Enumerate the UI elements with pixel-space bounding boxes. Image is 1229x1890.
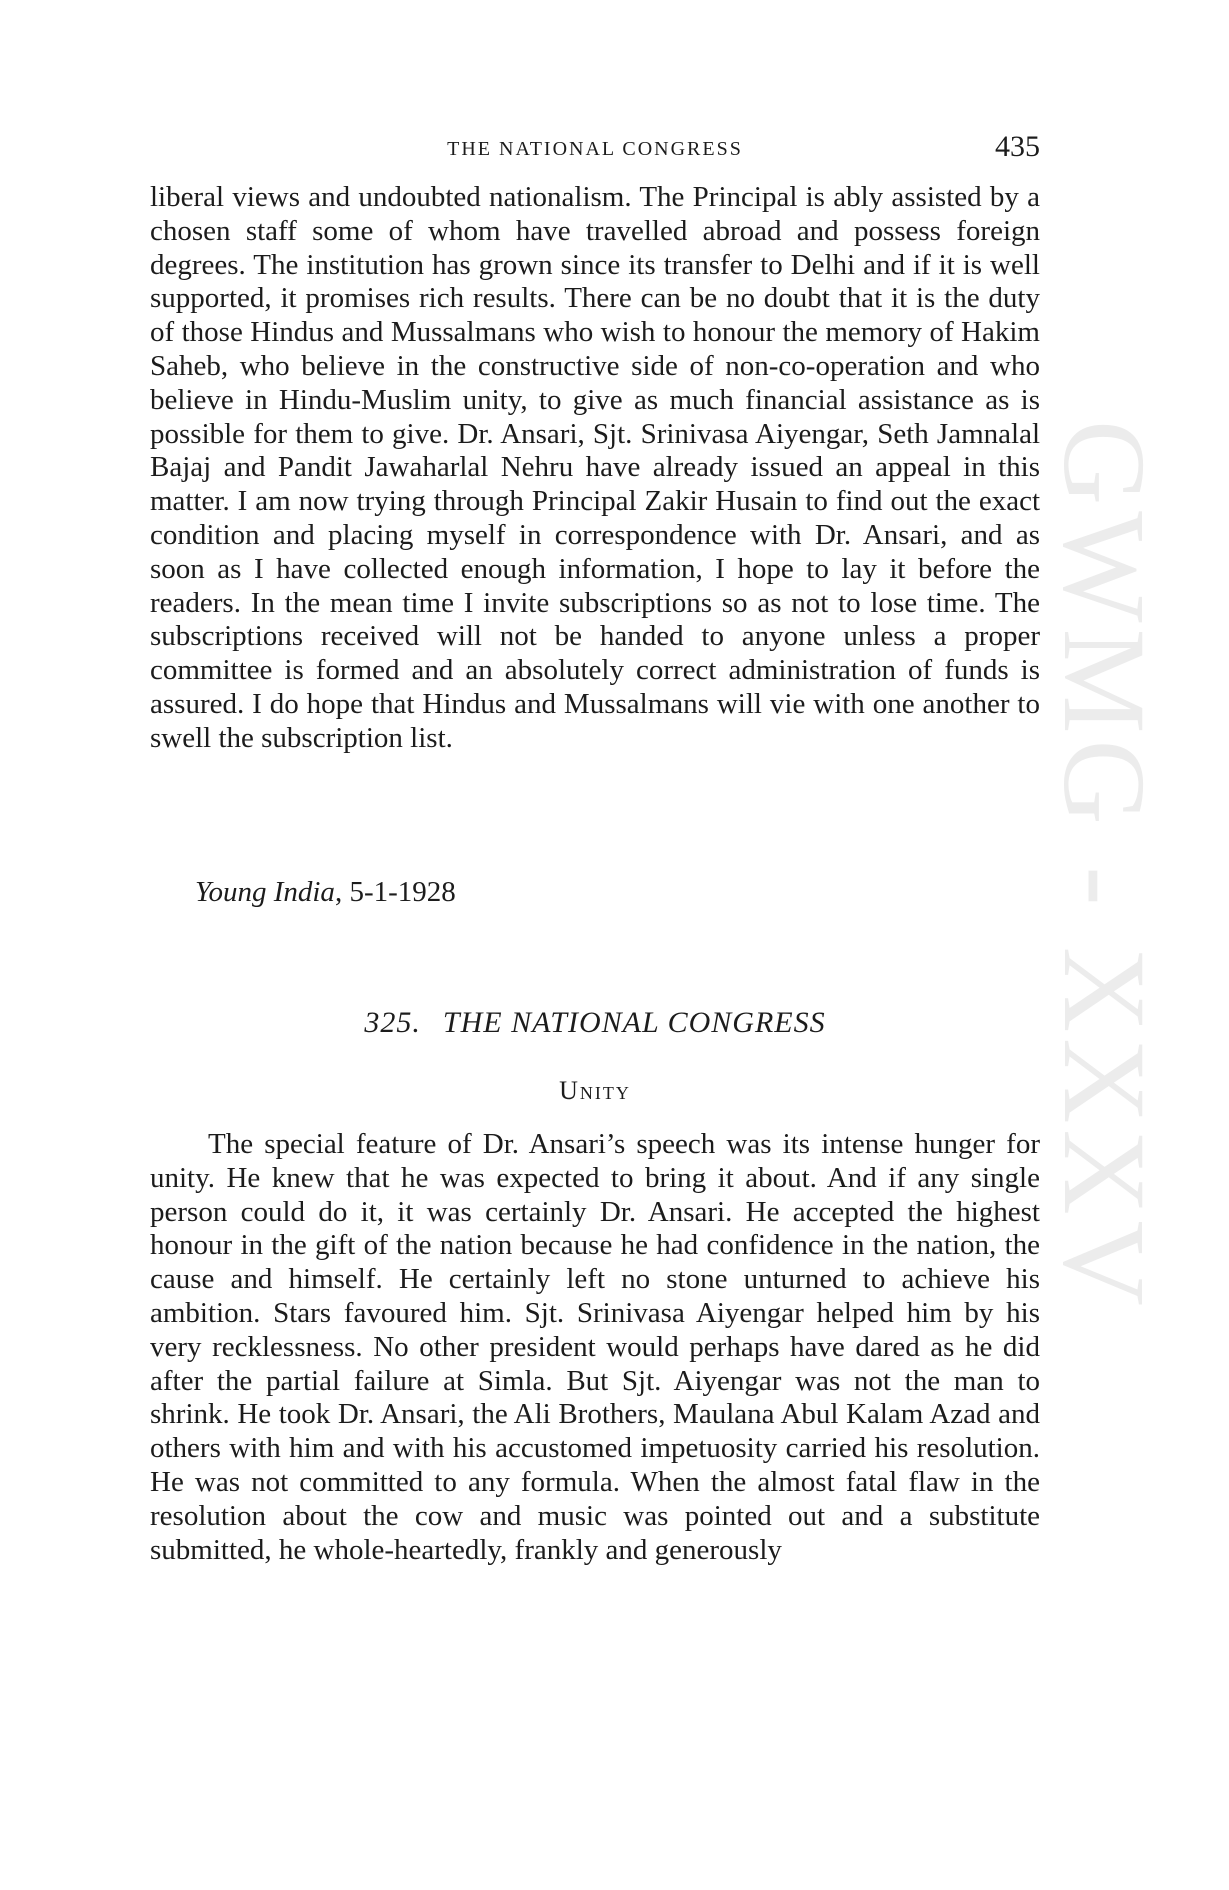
article-title [150,1006,1040,1040]
article-paragraph: The special feature of Dr. Ansari’s speech was its intense hunger for unity. He knew that he was expected to bring it about. And if any single person could do it, it was certainly Dr. Ansari. He accepted the highest honour in the gift of the nation because he had confidence in the nation, the cause and himself. He certainly left no stone unturned to achieve his ambition. Stars favoured him. Sjt. Srinivasa Aiyengar helped him by his very recklessness. No other president would perhaps have dared as he did after the partial failure at Simla. But Sjt. Aiyengar was not the man to shrink. He took Dr. Ansari, the Ali Brothers, Maulana Abul Kalam Azad and others with him and with his accustomed impetuosity carried his resolution. He was not committed to any formula. When the almost fatal flaw in the resolution about the cow and music was pointed out and a substitute submitted, he whole-heartedly, frankly and generously [150,1128,1040,1566]
continued-paragraph: liberal views and undoubted nationalism. The Principal is ably assisted by a chosen staff some of whom have travelled abroad and possess foreign degrees. The institution has grown since its transfer to Delhi and if it is well supported, it promises rich results. There can be no doubt that it is the duty of those Hindus and Mussalmans who wish to honour the memory of Hakim Saheb, who believe in the constructive side of non-co-operation and who believe in Hindu-Muslim unity, to give as much financial assistance as is possible for them to give. Dr. Ansari, Sjt. Srinivasa Aiyengar, Seth Jamnalal Bajaj and Pandit Jawaharlal Nehru have already issued an appeal in this matter. I am now trying through Principal Zakir Husain to find out the exact condition and placing myself in correspondence with Dr. Ansari, and as soon as I have collected enough information, I hope to lay it before the readers. In the mean time I invite subscriptions so as not to lose time. The subscriptions received will not be handed to anyone unless a proper committee is formed and an absolutely correct administration of funds is assured. I do hope that Hindus and Mussalmans will vie with one another to swell the subscription list. [150,181,1040,754]
page-number: 435 [995,130,1040,163]
source-citation [195,876,456,909]
watermark: GWMG - XXXV [1039,420,1170,1312]
running-title: THE NATIONAL CONGRESS [447,138,743,160]
section-heading: Unity [559,1076,631,1105]
article-number: 325. [364,1006,421,1039]
source-date: , 5-1-1928 [334,876,456,908]
source-publication: Young India [195,876,335,908]
running-header [150,130,1040,166]
article-title-text: THE NATIONAL CONGRESS [442,1006,826,1039]
